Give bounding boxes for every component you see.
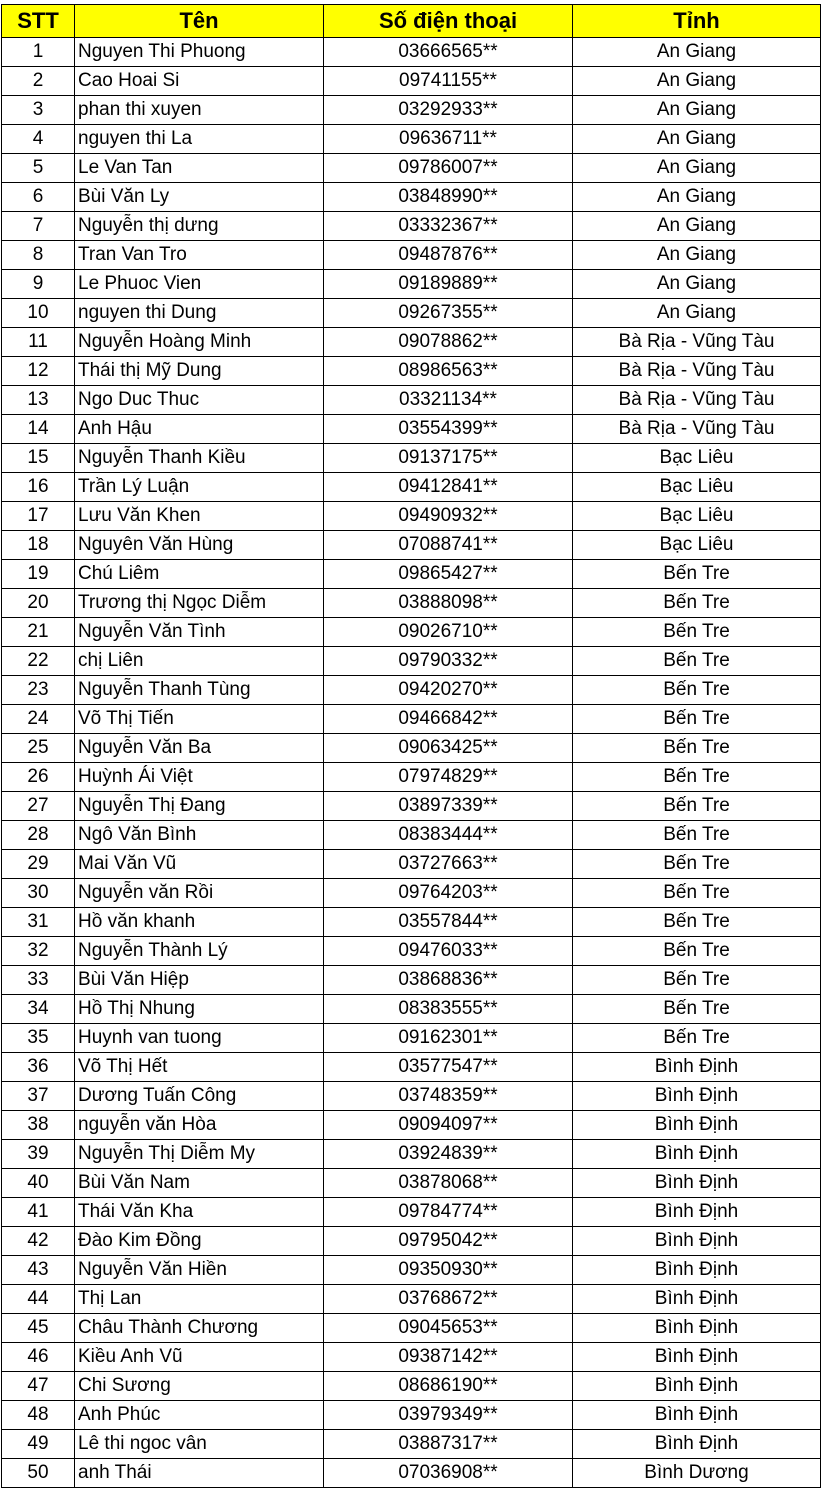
cell-province: An Giang (573, 183, 821, 212)
cell-name: Nguyên Văn Hùng (75, 531, 324, 560)
table-row (2, 560, 821, 589)
cell-phone: 03878068** (324, 1169, 573, 1198)
table-row (2, 676, 821, 705)
table-row (2, 1343, 821, 1372)
table-row (2, 38, 821, 67)
cell-province: Bình Định (573, 1198, 821, 1227)
cell-phone: 08986563** (324, 357, 573, 386)
cell-stt: 33 (2, 966, 75, 995)
cell-province: Bạc Liêu (573, 444, 821, 473)
cell-phone: 03924839** (324, 1140, 573, 1169)
cell-phone: 07974829** (324, 763, 573, 792)
cell-name: Nguyễn Thị Đang (75, 792, 324, 821)
cell-phone: 03577547** (324, 1053, 573, 1082)
table-row (2, 734, 821, 763)
table-row (2, 212, 821, 241)
cell-stt: 20 (2, 589, 75, 618)
cell-phone: 03666565** (324, 38, 573, 67)
cell-phone: 09764203** (324, 879, 573, 908)
cell-name: Nguyễn Thanh Tùng (75, 676, 324, 705)
cell-name: nguyễn văn Hòa (75, 1111, 324, 1140)
table-row (2, 618, 821, 647)
cell-phone: 09420270** (324, 676, 573, 705)
cell-name: Nguyễn Văn Tình (75, 618, 324, 647)
table-row (2, 705, 821, 734)
cell-stt: 38 (2, 1111, 75, 1140)
table-row (2, 1198, 821, 1227)
cell-province: Bà Rịa - Vũng Tàu (573, 357, 821, 386)
cell-phone: 07036908** (324, 1459, 573, 1488)
cell-name: Lưu Văn Khen (75, 502, 324, 531)
cell-phone: 09137175** (324, 444, 573, 473)
table-row (2, 328, 821, 357)
cell-name: Trần Lý Luận (75, 473, 324, 502)
cell-phone: 09350930** (324, 1256, 573, 1285)
table-row (2, 270, 821, 299)
cell-phone: 03868836** (324, 966, 573, 995)
cell-province: Bến Tre (573, 792, 821, 821)
cell-province: Bà Rịa - Vũng Tàu (573, 415, 821, 444)
table-row (2, 1285, 821, 1314)
cell-province: Bạc Liêu (573, 531, 821, 560)
cell-stt: 46 (2, 1343, 75, 1372)
cell-phone: 09865427** (324, 560, 573, 589)
cell-phone: 08383444** (324, 821, 573, 850)
cell-stt: 25 (2, 734, 75, 763)
cell-stt: 47 (2, 1372, 75, 1401)
cell-name: Nguyễn Thị Diễm My (75, 1140, 324, 1169)
table-row (2, 908, 821, 937)
cell-name: Dương Tuấn Công (75, 1082, 324, 1111)
table-row (2, 1401, 821, 1430)
cell-phone: 09466842** (324, 705, 573, 734)
cell-name: Bùi Văn Ly (75, 183, 324, 212)
cell-name: Nguyễn Hoàng Minh (75, 328, 324, 357)
cell-stt: 21 (2, 618, 75, 647)
table-row (2, 1459, 821, 1488)
table-row (2, 386, 821, 415)
cell-province: Bến Tre (573, 618, 821, 647)
cell-name: Anh Hậu (75, 415, 324, 444)
cell-name: Trương thị Ngọc Diễm (75, 589, 324, 618)
cell-phone: 09487876** (324, 241, 573, 270)
cell-stt: 3 (2, 96, 75, 125)
table-row (2, 241, 821, 270)
header-name: Tên (75, 5, 324, 38)
table-row (2, 1111, 821, 1140)
table-row (2, 1227, 821, 1256)
cell-name: Võ Thị Tiến (75, 705, 324, 734)
cell-phone: 03887317** (324, 1430, 573, 1459)
cell-stt: 10 (2, 299, 75, 328)
cell-phone: 08383555** (324, 995, 573, 1024)
header-stt: STT (2, 5, 75, 38)
cell-province: An Giang (573, 154, 821, 183)
cell-phone: 09094097** (324, 1111, 573, 1140)
table-row (2, 850, 821, 879)
cell-province: Bạc Liêu (573, 473, 821, 502)
cell-phone: 03888098** (324, 589, 573, 618)
table-row (2, 821, 821, 850)
cell-phone: 09784774** (324, 1198, 573, 1227)
table-row (2, 792, 821, 821)
table-row (2, 1169, 821, 1198)
cell-phone: 03557844** (324, 908, 573, 937)
cell-province: Bình Định (573, 1082, 821, 1111)
cell-stt: 40 (2, 1169, 75, 1198)
cell-stt: 22 (2, 647, 75, 676)
cell-phone: 09636711** (324, 125, 573, 154)
cell-province: Bình Định (573, 1256, 821, 1285)
cell-name: Huynh van tuong (75, 1024, 324, 1053)
cell-phone: 09078862** (324, 328, 573, 357)
cell-stt: 49 (2, 1430, 75, 1459)
cell-name: Tran Van Tro (75, 241, 324, 270)
cell-province: Bình Định (573, 1140, 821, 1169)
cell-stt: 35 (2, 1024, 75, 1053)
cell-name: Anh Phúc (75, 1401, 324, 1430)
cell-stt: 5 (2, 154, 75, 183)
cell-stt: 26 (2, 763, 75, 792)
cell-stt: 11 (2, 328, 75, 357)
cell-province: Bến Tre (573, 879, 821, 908)
cell-stt: 19 (2, 560, 75, 589)
cell-name: Thị Lan (75, 1285, 324, 1314)
cell-province: Bình Định (573, 1372, 821, 1401)
cell-province: Bến Tre (573, 676, 821, 705)
cell-stt: 2 (2, 67, 75, 96)
table-row (2, 502, 821, 531)
cell-stt: 32 (2, 937, 75, 966)
cell-name: Chi Sương (75, 1372, 324, 1401)
cell-phone: 03321134** (324, 386, 573, 415)
cell-province: Bến Tre (573, 966, 821, 995)
cell-phone: 09162301** (324, 1024, 573, 1053)
header-province: Tỉnh (573, 5, 821, 38)
cell-name: nguyen thi Dung (75, 299, 324, 328)
cell-province: An Giang (573, 38, 821, 67)
cell-phone: 03768672** (324, 1285, 573, 1314)
cell-stt: 15 (2, 444, 75, 473)
cell-stt: 23 (2, 676, 75, 705)
cell-province: Bình Định (573, 1401, 821, 1430)
cell-stt: 48 (2, 1401, 75, 1430)
cell-name: Nguyễn Thanh Kiều (75, 444, 324, 473)
cell-stt: 43 (2, 1256, 75, 1285)
cell-phone: 03332367** (324, 212, 573, 241)
cell-stt: 27 (2, 792, 75, 821)
cell-province: Bến Tre (573, 937, 821, 966)
header-row (2, 5, 821, 38)
cell-name: nguyen thi La (75, 125, 324, 154)
cell-phone: 09063425** (324, 734, 573, 763)
cell-phone: 09189889** (324, 270, 573, 299)
cell-province: Bình Định (573, 1285, 821, 1314)
cell-name: Kiều Anh Vũ (75, 1343, 324, 1372)
cell-name: Nguyen Thi Phuong (75, 38, 324, 67)
cell-stt: 41 (2, 1198, 75, 1227)
cell-province: Bến Tre (573, 908, 821, 937)
cell-phone: 09790332** (324, 647, 573, 676)
cell-stt: 34 (2, 995, 75, 1024)
table-row (2, 647, 821, 676)
cell-phone: 09786007** (324, 154, 573, 183)
table-row (2, 937, 821, 966)
cell-province: Bến Tre (573, 734, 821, 763)
contact-table (1, 4, 821, 1488)
cell-stt: 1 (2, 38, 75, 67)
cell-name: Châu Thành Chương (75, 1314, 324, 1343)
table-row (2, 473, 821, 502)
cell-stt: 39 (2, 1140, 75, 1169)
cell-province: Bà Rịa - Vũng Tàu (573, 386, 821, 415)
cell-province: Bình Định (573, 1343, 821, 1372)
cell-province: Bến Tre (573, 589, 821, 618)
cell-stt: 28 (2, 821, 75, 850)
cell-stt: 44 (2, 1285, 75, 1314)
cell-phone: 09267355** (324, 299, 573, 328)
table-row (2, 299, 821, 328)
header-phone: Số điện thoại (324, 5, 573, 38)
cell-province: An Giang (573, 67, 821, 96)
cell-phone: 03554399** (324, 415, 573, 444)
cell-phone: 07088741** (324, 531, 573, 560)
cell-name: Nguyễn Văn Hiền (75, 1256, 324, 1285)
cell-province: An Giang (573, 270, 821, 299)
table-row (2, 154, 821, 183)
cell-phone: 09412841** (324, 473, 573, 502)
cell-name: Le Phuoc Vien (75, 270, 324, 299)
cell-name: Hồ Thị Nhung (75, 995, 324, 1024)
cell-name: Lê thi ngoc vân (75, 1430, 324, 1459)
table-row (2, 995, 821, 1024)
cell-stt: 17 (2, 502, 75, 531)
cell-stt: 16 (2, 473, 75, 502)
table-row (2, 1053, 821, 1082)
table-row (2, 1430, 821, 1459)
cell-phone: 03727663** (324, 850, 573, 879)
cell-stt: 31 (2, 908, 75, 937)
cell-name: Nguyễn văn Rồi (75, 879, 324, 908)
cell-province: Bến Tre (573, 850, 821, 879)
cell-phone: 09026710** (324, 618, 573, 647)
cell-phone: 03979349** (324, 1401, 573, 1430)
cell-name: Ngô Văn Bình (75, 821, 324, 850)
table-row (2, 966, 821, 995)
cell-phone: 03897339** (324, 792, 573, 821)
cell-province: An Giang (573, 299, 821, 328)
table-row (2, 879, 821, 908)
table-row (2, 357, 821, 386)
cell-province: An Giang (573, 96, 821, 125)
table-row (2, 1256, 821, 1285)
cell-stt: 50 (2, 1459, 75, 1488)
cell-province: Bến Tre (573, 763, 821, 792)
cell-stt: 36 (2, 1053, 75, 1082)
cell-name: Ngo Duc Thuc (75, 386, 324, 415)
cell-name: Bùi Văn Nam (75, 1169, 324, 1198)
cell-name: Le Van Tan (75, 154, 324, 183)
table-row (2, 125, 821, 154)
cell-stt: 9 (2, 270, 75, 299)
cell-phone: 09490932** (324, 502, 573, 531)
cell-province: Bến Tre (573, 560, 821, 589)
cell-name: Hồ văn khanh (75, 908, 324, 937)
cell-stt: 30 (2, 879, 75, 908)
cell-name: Huỳnh Ái Việt (75, 763, 324, 792)
cell-stt: 24 (2, 705, 75, 734)
table-row (2, 589, 821, 618)
cell-province: Bà Rịa - Vũng Tàu (573, 328, 821, 357)
cell-province: Bến Tre (573, 705, 821, 734)
table-row (2, 67, 821, 96)
cell-name: Cao Hoai Si (75, 67, 324, 96)
cell-name: phan thi xuyen (75, 96, 324, 125)
cell-name: Thái Văn Kha (75, 1198, 324, 1227)
cell-stt: 45 (2, 1314, 75, 1343)
cell-province: An Giang (573, 125, 821, 154)
table-row (2, 1082, 821, 1111)
cell-province: Bình Định (573, 1169, 821, 1198)
table-row (2, 763, 821, 792)
table-row (2, 1024, 821, 1053)
cell-province: Bến Tre (573, 821, 821, 850)
cell-phone: 09795042** (324, 1227, 573, 1256)
cell-name: Nguyễn Văn Ba (75, 734, 324, 763)
cell-name: Nguyễn thị dưng (75, 212, 324, 241)
cell-phone: 09045653** (324, 1314, 573, 1343)
cell-stt: 18 (2, 531, 75, 560)
table-row (2, 531, 821, 560)
cell-name: Chú Liêm (75, 560, 324, 589)
cell-stt: 29 (2, 850, 75, 879)
cell-province: Bình Định (573, 1227, 821, 1256)
cell-province: An Giang (573, 241, 821, 270)
cell-stt: 8 (2, 241, 75, 270)
cell-province: Bình Định (573, 1430, 821, 1459)
table-row (2, 444, 821, 473)
cell-phone: 03748359** (324, 1082, 573, 1111)
cell-province: Bình Định (573, 1314, 821, 1343)
cell-stt: 7 (2, 212, 75, 241)
cell-province: Bến Tre (573, 1024, 821, 1053)
table-row (2, 415, 821, 444)
cell-name: Võ Thị Hết (75, 1053, 324, 1082)
table-row (2, 1140, 821, 1169)
cell-phone: 03848990** (324, 183, 573, 212)
cell-stt: 12 (2, 357, 75, 386)
cell-name: Mai Văn Vũ (75, 850, 324, 879)
cell-name: chị Liên (75, 647, 324, 676)
cell-phone: 03292933** (324, 96, 573, 125)
cell-phone: 09741155** (324, 67, 573, 96)
table-row (2, 1314, 821, 1343)
cell-stt: 4 (2, 125, 75, 154)
cell-stt: 42 (2, 1227, 75, 1256)
cell-stt: 13 (2, 386, 75, 415)
cell-province: Bến Tre (573, 647, 821, 676)
cell-stt: 37 (2, 1082, 75, 1111)
cell-phone: 08686190** (324, 1372, 573, 1401)
cell-stt: 14 (2, 415, 75, 444)
cell-name: Đào Kim Đồng (75, 1227, 324, 1256)
cell-province: Bình Dương (573, 1459, 821, 1488)
cell-phone: 09387142** (324, 1343, 573, 1372)
cell-name: Bùi Văn Hiệp (75, 966, 324, 995)
cell-province: Bến Tre (573, 995, 821, 1024)
cell-province: An Giang (573, 212, 821, 241)
cell-province: Bình Định (573, 1053, 821, 1082)
cell-province: Bạc Liêu (573, 502, 821, 531)
table-row (2, 183, 821, 212)
cell-name: anh Thái (75, 1459, 324, 1488)
cell-phone: 09476033** (324, 937, 573, 966)
table-row (2, 1372, 821, 1401)
cell-province: Bình Định (573, 1111, 821, 1140)
cell-name: Thái thị Mỹ Dung (75, 357, 324, 386)
cell-name: Nguyễn Thành Lý (75, 937, 324, 966)
cell-stt: 6 (2, 183, 75, 212)
table-row (2, 96, 821, 125)
